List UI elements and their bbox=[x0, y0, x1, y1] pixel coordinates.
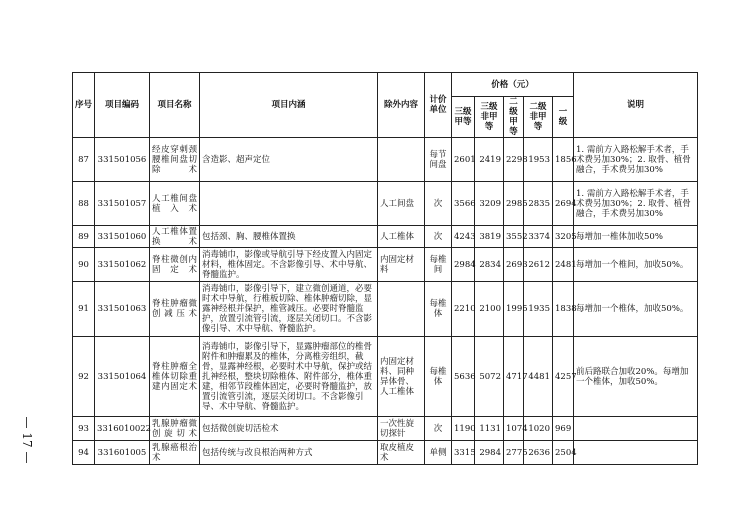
cell-content: 包括颈、胸、腰椎体置换 bbox=[200, 226, 378, 248]
cell-seq: 88 bbox=[73, 182, 95, 226]
cell-name: 人工椎间盘植入术 bbox=[150, 182, 200, 226]
header-name: 项目名称 bbox=[150, 73, 200, 138]
cell-note bbox=[574, 441, 698, 465]
cell-unit: 每节间盘 bbox=[425, 138, 452, 182]
cell-price-p2: 1131 bbox=[475, 417, 504, 441]
cell-price-p1: 4243 bbox=[452, 226, 475, 248]
cell-exclude: 取皮植皮术 bbox=[378, 441, 425, 465]
cell-seq: 92 bbox=[73, 337, 95, 417]
cell-price-p3: 4717 bbox=[504, 337, 524, 417]
cell-exclude: 一次性旋切探针 bbox=[378, 417, 425, 441]
cell-exclude: 人工椎体 bbox=[378, 226, 425, 248]
cell-name: 脊柱微创内固定术 bbox=[150, 248, 200, 282]
cell-code: 331501062 bbox=[95, 248, 150, 282]
cell-price-p3: 2298 bbox=[504, 138, 524, 182]
cell-price-p5: 2694 bbox=[553, 182, 574, 226]
header-price-p4: 二级非甲等 bbox=[524, 97, 553, 138]
cell-seq: 89 bbox=[73, 226, 95, 248]
cell-price-p5: 3205 bbox=[553, 226, 574, 248]
cell-seq: 91 bbox=[73, 282, 95, 337]
cell-exclude: 内固定材料 bbox=[378, 248, 425, 282]
cell-price-p2: 2984 bbox=[475, 441, 504, 465]
header-note: 说明 bbox=[574, 73, 698, 138]
cell-code: 331501060 bbox=[95, 226, 150, 248]
cell-seq: 90 bbox=[73, 248, 95, 282]
cell-price-p3: 1995 bbox=[504, 282, 524, 337]
cell-code: 331501063 bbox=[95, 282, 150, 337]
cell-code: 331501064 bbox=[95, 337, 150, 417]
table-row bbox=[73, 441, 698, 465]
page-number: — 17 — bbox=[20, 416, 34, 464]
table-row bbox=[73, 138, 698, 182]
cell-name: 脊柱肿瘤微创减压术 bbox=[150, 282, 200, 337]
cell-price-p2: 2100 bbox=[475, 282, 504, 337]
cell-content bbox=[200, 182, 378, 226]
cell-name: 乳腺癌根治术 bbox=[150, 441, 200, 465]
cell-price-p1: 2601 bbox=[452, 138, 475, 182]
cell-price-p4: 1020 bbox=[524, 417, 553, 441]
cell-note: 每增加一个椎体，加收50%。 bbox=[574, 282, 698, 337]
cell-price-p1: 3566 bbox=[452, 182, 475, 226]
cell-price-p2: 3819 bbox=[475, 226, 504, 248]
cell-note: 1. 需前方入路松解手术者，手术费另加30%；2. 取骨、植骨融合，手术费另加30% bbox=[574, 182, 698, 226]
cell-price-p5: 1856 bbox=[553, 138, 574, 182]
cell-exclude: 人工间盘 bbox=[378, 182, 425, 226]
cell-price-p5: 2481 bbox=[553, 248, 574, 282]
cell-price-p1: 1190 bbox=[452, 417, 475, 441]
cell-note: 1. 需前方入路松解手术者，手术费另加30%；2. 取骨、植骨融合，手术费另加30% bbox=[574, 138, 698, 182]
header-code: 项目编码 bbox=[95, 73, 150, 138]
cell-name: 乳腺肿瘤微创旋切术 bbox=[150, 417, 200, 441]
cell-seq: 94 bbox=[73, 441, 95, 465]
header-price-p1: 三级甲等 bbox=[452, 97, 475, 138]
cell-name: 人工椎体置换术 bbox=[150, 226, 200, 248]
cell-exclude bbox=[378, 282, 425, 337]
header-price-p2: 三级非甲等 bbox=[475, 97, 504, 138]
cell-price-p4: 2636 bbox=[524, 441, 553, 465]
cell-code: 331601005 bbox=[95, 441, 150, 465]
cell-note: 前后路联合加收20%。每增加一个椎体，加收50%。 bbox=[574, 337, 698, 417]
cell-price-p4: 1935 bbox=[524, 282, 553, 337]
header-price-group: 价格（元） bbox=[452, 73, 574, 97]
cell-content: 包括微创旋切活检术 bbox=[200, 417, 378, 441]
cell-price-p2: 2834 bbox=[475, 248, 504, 282]
cell-unit: 单侧 bbox=[425, 441, 452, 465]
cell-exclude bbox=[378, 138, 425, 182]
cell-content: 含造影、超声定位 bbox=[200, 138, 378, 182]
cell-price-p1: 2210 bbox=[452, 282, 475, 337]
cell-price-p2: 5072 bbox=[475, 337, 504, 417]
header-exclude: 除外内容 bbox=[378, 73, 425, 138]
cell-price-p1: 5636 bbox=[452, 337, 475, 417]
table-row bbox=[73, 417, 698, 441]
fee-table bbox=[72, 72, 698, 465]
cell-name: 经皮穿刺颈腰椎间盘切除术 bbox=[150, 138, 200, 182]
cell-code: 331501057 bbox=[95, 182, 150, 226]
cell-code: 331501056 bbox=[95, 138, 150, 182]
cell-name: 脊柱肿瘤全椎体切除重建内固定术 bbox=[150, 337, 200, 417]
cell-price-p3: 2693 bbox=[504, 248, 524, 282]
cell-unit: 次 bbox=[425, 417, 452, 441]
cell-note bbox=[574, 417, 698, 441]
cell-price-p4: 1953 bbox=[524, 138, 553, 182]
cell-price-p5: 4257 bbox=[553, 337, 574, 417]
table-row bbox=[73, 182, 698, 226]
cell-content: 消毒铺巾，影像引导下，建立微创通道，必要时术中导航，行椎板切除、椎体肿瘤切除，显露神经根并保护，椎管减压。必要时脊髓监护，放置引流管引流，逐层关闭切口。不含影像引导、术中导航、脊髓监护。 bbox=[200, 282, 378, 337]
cell-price-p5: 969 bbox=[553, 417, 574, 441]
header-price-p5: 一级 bbox=[553, 97, 574, 138]
table-row bbox=[73, 248, 698, 282]
cell-unit: 每椎体 bbox=[425, 282, 452, 337]
cell-price-p4: 4481 bbox=[524, 337, 553, 417]
header-price-p3: 二级甲等 bbox=[504, 97, 524, 138]
cell-price-p4: 2612 bbox=[524, 248, 553, 282]
header-content: 项目内涵 bbox=[200, 73, 378, 138]
table-row bbox=[73, 337, 698, 417]
cell-seq: 87 bbox=[73, 138, 95, 182]
cell-seq: 93 bbox=[73, 417, 95, 441]
cell-price-p3: 1074 bbox=[504, 417, 524, 441]
cell-unit: 每椎体 bbox=[425, 337, 452, 417]
cell-code: 3316010022 bbox=[95, 417, 150, 441]
cell-price-p3: 2985 bbox=[504, 182, 524, 226]
cell-unit: 次 bbox=[425, 182, 452, 226]
cell-exclude: 内固定材料、同种异体骨、人工椎体 bbox=[378, 337, 425, 417]
cell-note: 每增加一椎体加收50% bbox=[574, 226, 698, 248]
cell-unit: 每椎间 bbox=[425, 248, 452, 282]
cell-price-p1: 2984 bbox=[452, 248, 475, 282]
cell-price-p2: 3209 bbox=[475, 182, 504, 226]
cell-content: 消毒铺巾，影像或导航引导下经皮置入内固定材料，椎体固定。不含影像引导、术中导航、脊髓监护。 bbox=[200, 248, 378, 282]
header-unit: 计价单位 bbox=[425, 73, 452, 138]
table-row bbox=[73, 282, 698, 337]
cell-unit: 次 bbox=[425, 226, 452, 248]
cell-price-p4: 2835 bbox=[524, 182, 553, 226]
header-seq: 序号 bbox=[73, 73, 95, 138]
cell-price-p5: 1838 bbox=[553, 282, 574, 337]
cell-price-p5: 2504 bbox=[553, 441, 574, 465]
cell-note: 每增加一个椎间，加收50%。 bbox=[574, 248, 698, 282]
cell-price-p2: 2419 bbox=[475, 138, 504, 182]
cell-content: 消毒铺巾，影像引导下，显露肿瘤部位的椎骨附件和肿瘤累及的椎体，分离椎旁组织，截骨，显露神经根，必要时术中导航，保护或结扎神经根，整块切除椎体、附件部分，椎体重建，相邻节段椎体固定，必要时脊髓监护，放置引流管引流，逐层关闭切口。不含影像引导、术中导航、脊髓监护。 bbox=[200, 337, 378, 417]
cell-price-p3: 2775 bbox=[504, 441, 524, 465]
cell-content: 包括传统与改良根治两种方式 bbox=[200, 441, 378, 465]
table-row bbox=[73, 226, 698, 248]
cell-price-p3: 3552 bbox=[504, 226, 524, 248]
cell-price-p1: 3315 bbox=[452, 441, 475, 465]
cell-price-p4: 3374 bbox=[524, 226, 553, 248]
